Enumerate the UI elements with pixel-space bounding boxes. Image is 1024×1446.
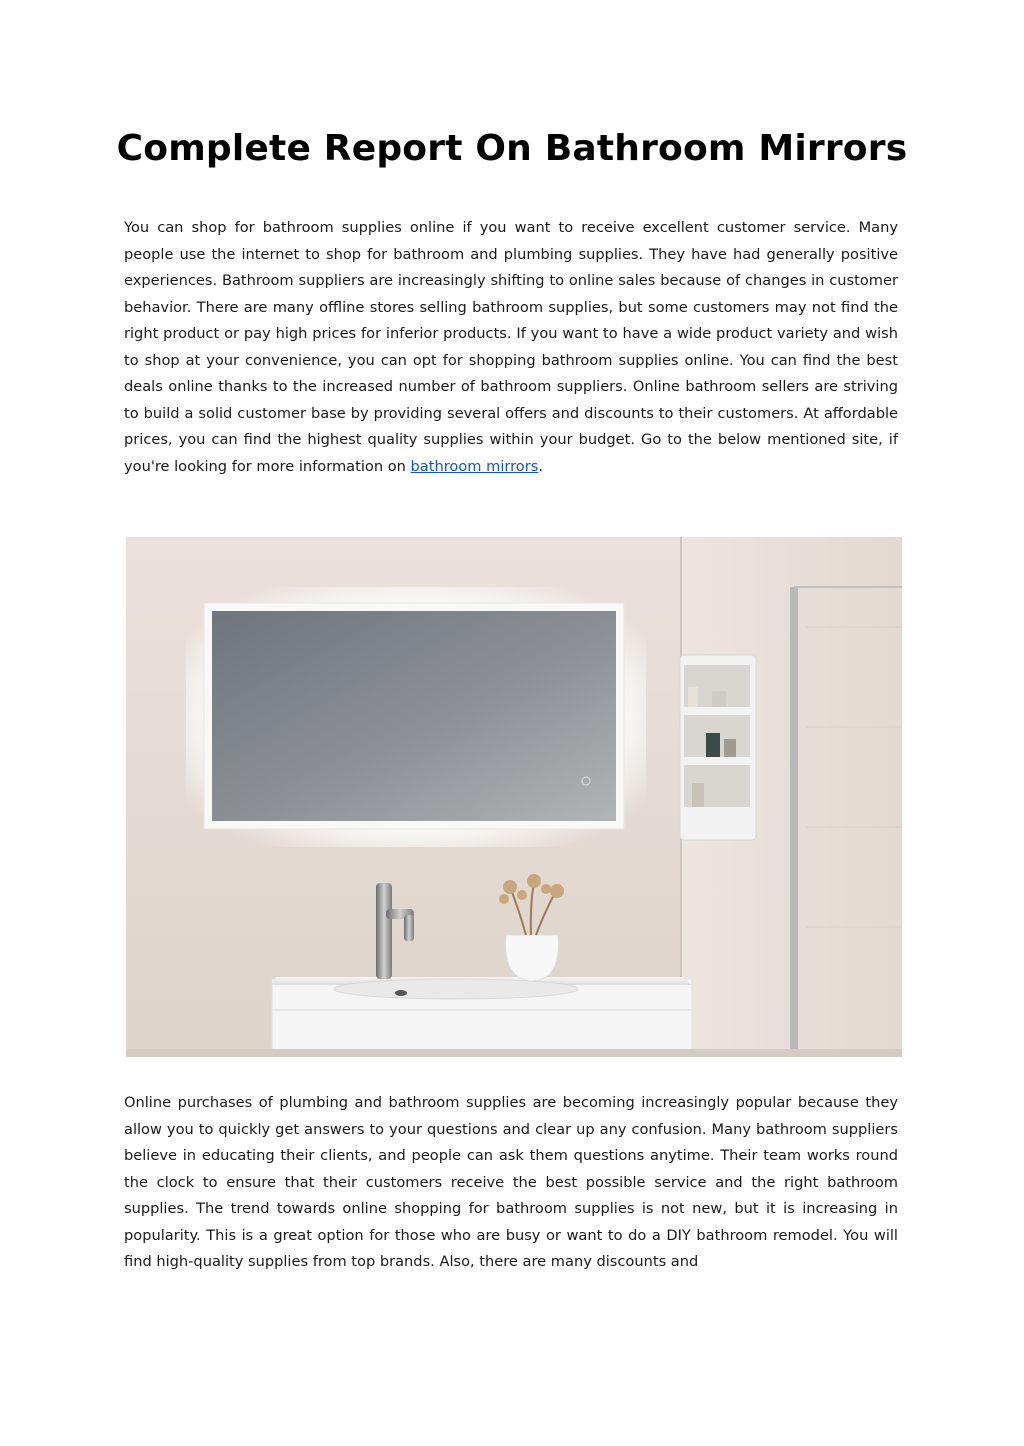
- body-paragraph: Online purchases of plumbing and bathroom supplies are becoming increasingly popular because they allow you to quickly get answers to your questions and clear up any confusion. Many bathroom suppliers believe in educating their clients, and people can ask them questions anytime. Their team works round the clock to ensure that their customers receive the best possible service and the right bathroom supplies. The trend towards online shopping for bathroom supplies is not new, but it is increasing in popularity. This is a great option for those who are busy or want to do a DIY bathroom remodel. You will find high-quality supplies from top brands. Also, there are many discounts and: [124, 1094, 898, 1270]
- bathroom-mirror-photo: [126, 537, 902, 1057]
- intro-end: .: [538, 457, 543, 475]
- bathroom-mirrors-link[interactable]: bathroom mirrors: [410, 457, 539, 475]
- intro-text: You can shop for bathroom supplies online if you want to receive excellent customer service. Many people use the internet to shop for bathroom and plumbing supplies. They have had generally positive experiences. Bathroom suppliers are increasingly shifting to online sales because of changes in customer behavior. There are many offline stores selling bathroom supplies, but some customers may not find the right product or pay high prices for inferior products. If you want to have a wide product variety and wish to shop at your convenience, you can opt for shopping bathroom supplies online. You can find the best deals online thanks to the increased number of bathroom suppliers. Online bathroom sellers are striving to build a solid customer base by providing several offers and discounts to their customers. At affordable prices, you can find the highest quality supplies within your budget. Go to the below mentioned site, if you're looking for more information on: [124, 219, 898, 475]
- page-title: Complete Report On Bathroom Mirrors: [116, 128, 908, 169]
- intro-paragraph: [124, 215, 898, 480]
